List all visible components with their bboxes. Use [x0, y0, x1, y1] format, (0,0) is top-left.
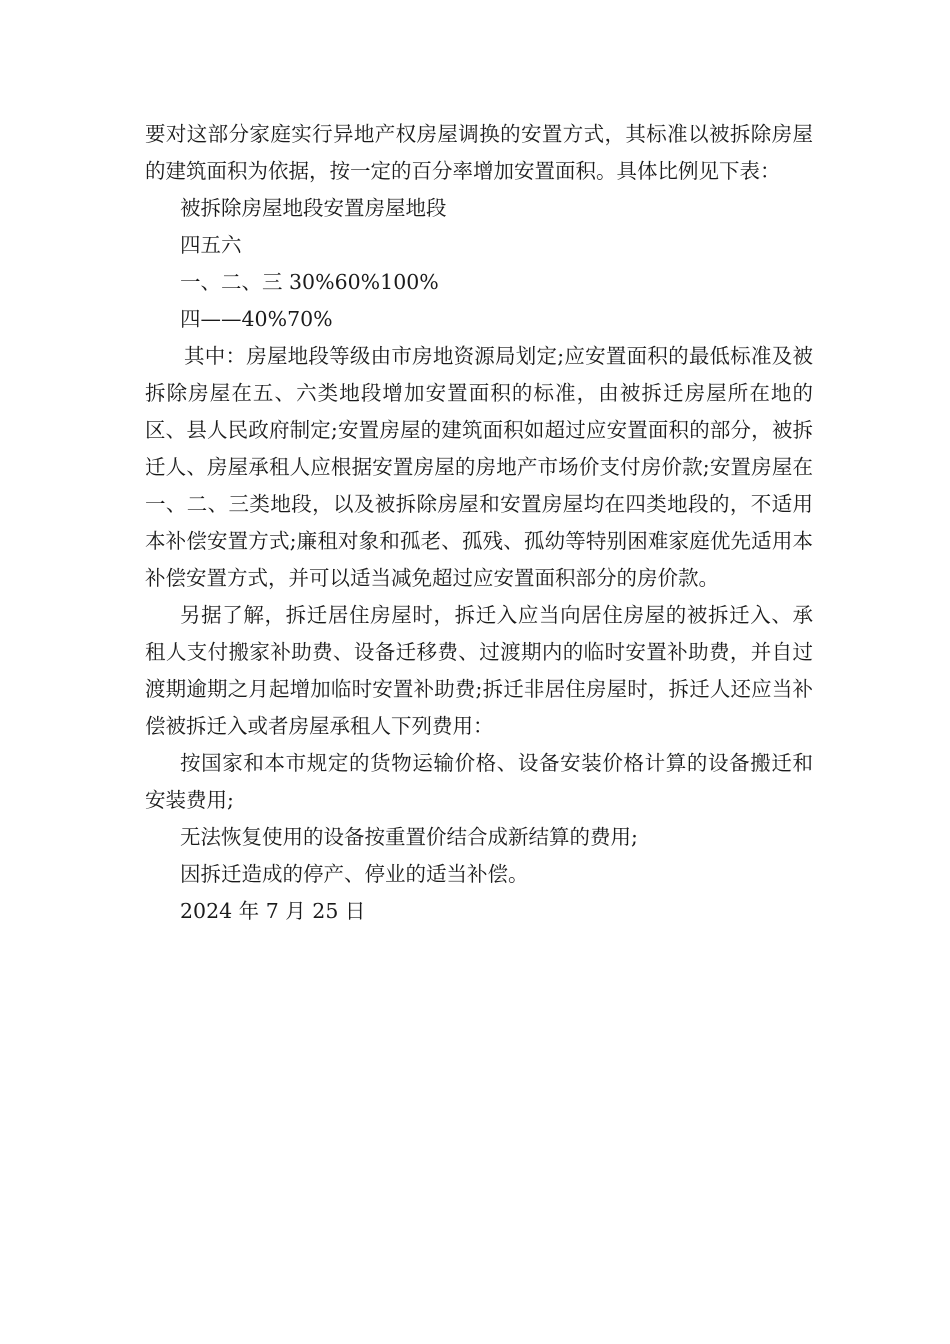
list-item-equipment-replacement: 无法恢复使用的设备按重置价结合成新结算的费用; — [180, 825, 638, 849]
document-body — [145, 116, 813, 930]
table-row-2: 四——40%70% — [180, 307, 333, 331]
paragraph-relocation-fees: 另据了解，拆迁居住房屋时，拆迁入应当向居住房屋的被拆迁入、承租人支付搬家补助费、设备迁移费、过渡期内的临时安置补助费，并自过渡期逾期之月起增加临时安置补助费;拆迁非居住房屋时，拆迁人还应当补偿被拆迁入或者房屋承租人下列费用： — [145, 603, 813, 738]
list-item-business-compensation: 因拆迁造成的停产、停业的适当补偿。 — [180, 862, 529, 886]
table-row-1: 一、二、三 30%60%100% — [180, 270, 439, 294]
document-date: 2024 年 7 月 25 日 — [180, 899, 366, 923]
list-item-equipment-moving: 按国家和本市规定的货物运输价格、设备安装价格计算的设备搬迁和安装费用; — [145, 751, 813, 812]
table-header-line: 被拆除房屋地段安置房屋地段 — [180, 196, 447, 220]
table-columns-line: 四五六 — [180, 233, 242, 257]
paragraph-notes: 其中：房屋地段等级由市房地资源局划定;应安置面积的最低标准及被拆除房屋在五、六类地段增加安置面积的标准，由被拆迁房屋所在地的区、县人民政府制定;安置房屋的建筑面积如超过应安置面积的部分，被拆迁人、房屋承租人应根据安置房屋的房地产市场价支付房价款;安置房屋在一、二、三类地段，以及被拆除房屋和安置房屋均在四类地段的，不适用本补偿安置方式;廉租对象和孤老、孤残、孤幼等特别困难家庭优先适用本补偿安置方式，并可以适当减免超过应安置面积部分的房价款。 — [145, 344, 813, 590]
paragraph-intro: 要对这部分家庭实行异地产权房屋调换的安置方式，其标准以被拆除房屋的建筑面积为依据，按一定的百分率增加安置面积。具体比例见下表： — [145, 122, 813, 183]
